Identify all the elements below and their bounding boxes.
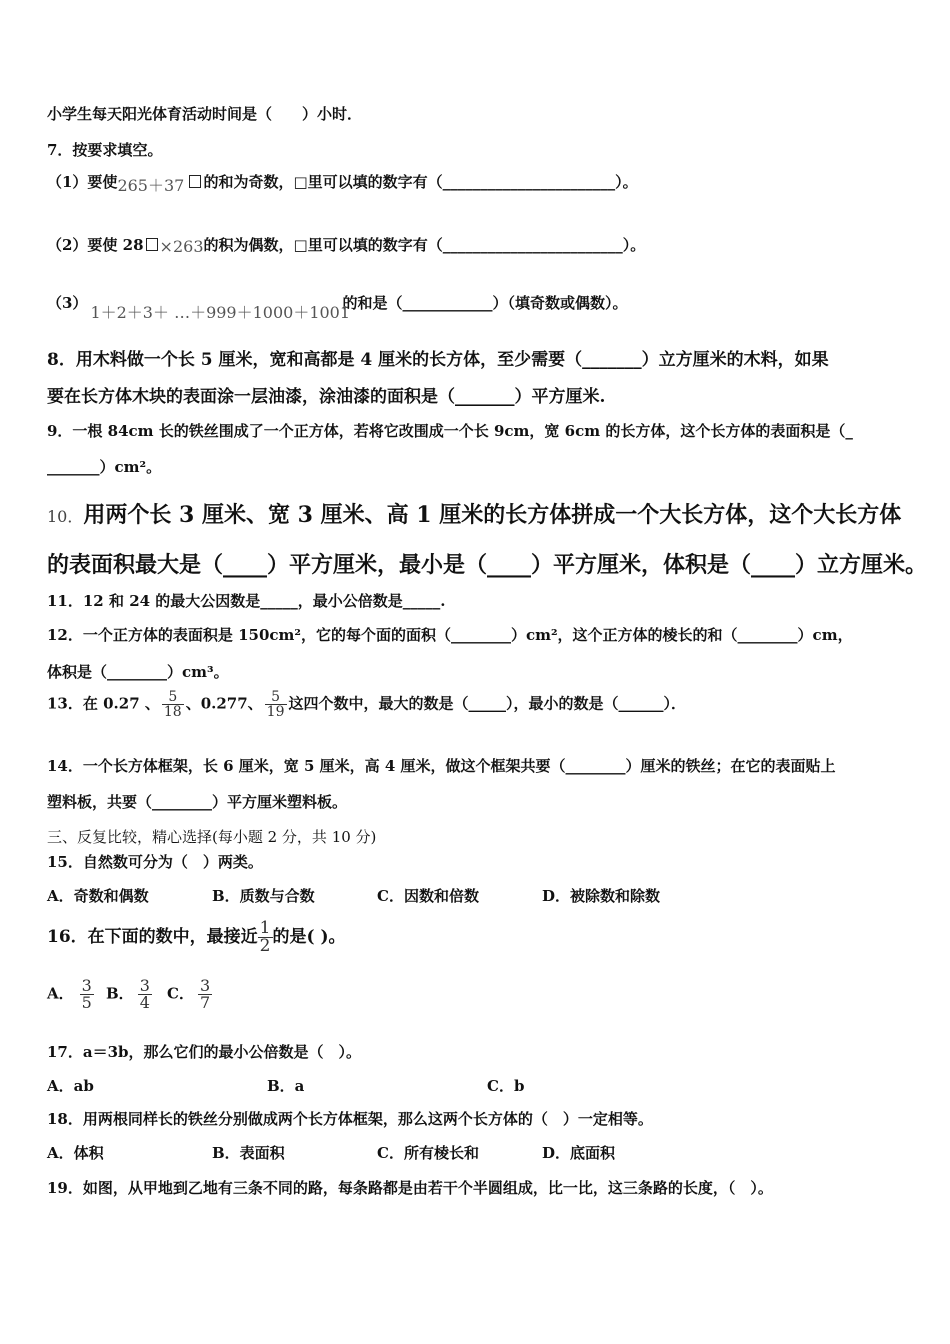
question-10-line-1 bbox=[47, 498, 901, 529]
question-9-line-2: _______）cm²。 bbox=[47, 458, 162, 476]
q10-text-1: 用两个长 3 厘米、宽 3 厘米、高 1 厘米的长方体拼成一个大长方体，这个大长方体 bbox=[83, 502, 902, 528]
q10-number: 10． bbox=[47, 507, 84, 526]
q7-3-math: 1＋2＋3＋ …＋999＋1000＋1001 bbox=[90, 303, 351, 322]
q18-option-b[interactable]: B．表面积 bbox=[212, 1144, 285, 1162]
q15-option-d[interactable]: D．被除数和除数 bbox=[542, 887, 661, 905]
question-8-line-1: 8．用木料做一个长 5 厘米，宽和高都是 4 厘米的长方体，至少需要（_______）立方厘米的木料，如果 bbox=[47, 350, 829, 370]
q18-option-a[interactable]: A．体积 bbox=[47, 1144, 104, 1162]
q7-1-math: 265＋37 bbox=[117, 176, 185, 195]
q7-2-suffix: 的积为偶数，□里可以填的数字有（________________________）。 bbox=[203, 236, 646, 254]
q15-option-b[interactable]: B．质数与合数 bbox=[212, 887, 315, 905]
q15-option-a[interactable]: A．奇数和偶数 bbox=[47, 887, 149, 905]
fraction-denominator: 4 bbox=[139, 993, 150, 1012]
q17-option-b[interactable]: B．a bbox=[267, 1077, 305, 1095]
fraction-numerator: 3 bbox=[199, 976, 211, 995]
option-label: B． bbox=[106, 984, 134, 1003]
fraction-denominator: 18 bbox=[163, 704, 182, 720]
fraction-3-4 bbox=[138, 978, 152, 1011]
box-placeholder-icon bbox=[189, 175, 201, 188]
question-19: 19．如图，从甲地到乙地有三条不同的路，每条路都是由若干个半圆组成，比一比，这三条路的长度，（ ）。 bbox=[47, 1179, 773, 1197]
question-14-line-2: 塑料板，共要（________）平方厘米塑料板。 bbox=[47, 793, 348, 811]
q7-1-suffix: 的和为奇数，□里可以填的数字有（_______________________）。 bbox=[203, 173, 638, 191]
q17-option-c[interactable]: C．b bbox=[487, 1077, 525, 1095]
fill-blank-line-activity-time: 小学生每天阳光体育活动时间是（ ）小时． bbox=[47, 105, 363, 123]
option-label: A． bbox=[47, 984, 74, 1003]
q13-prefix: 13．在 0.27 、 bbox=[47, 694, 160, 713]
question-15: 15．自然数可分为（ ）两类。 bbox=[47, 853, 263, 871]
q7-1-prefix: （1）要使 bbox=[47, 173, 118, 191]
question-16 bbox=[47, 920, 346, 955]
q13-suffix: 这四个数中，最大的数是（_____），最小的数是（______）． bbox=[288, 694, 687, 713]
fraction-numerator: 5 bbox=[265, 690, 287, 705]
q7-3-prefix: （3） bbox=[47, 294, 88, 312]
question-10-line-2: 的表面积最大是（____）平方厘米，最小是（____）平方厘米，体积是（____）立方厘米。 bbox=[47, 552, 928, 578]
q16-prefix: 16．在下面的数中，最接近 bbox=[47, 927, 258, 947]
q7-2-math: ×263 bbox=[159, 237, 204, 256]
q16-option-c[interactable] bbox=[167, 978, 212, 1011]
question-17: 17．a＝3b，那么它们的最小公倍数是（ ）。 bbox=[47, 1043, 362, 1061]
q18-option-c[interactable]: C．所有棱长和 bbox=[377, 1144, 479, 1162]
fraction-denominator: 2 bbox=[259, 936, 271, 956]
question-9-line-1: 9．一根 84cm 长的铁丝围成了一个正方体，若将它改围成一个长 9cm，宽 6cm 的长方体，这个长方体的表面积是（_ bbox=[47, 422, 853, 440]
fraction-denominator: 5 bbox=[81, 993, 92, 1012]
section-3-heading: 三、反复比较，精心选择(每小题 2 分，共 10 分) bbox=[47, 828, 377, 846]
q17-option-a[interactable]: A．ab bbox=[47, 1077, 94, 1095]
fraction-denominator: 7 bbox=[199, 993, 211, 1012]
fraction-numerator: 3 bbox=[81, 976, 92, 995]
q15-option-c[interactable]: C．因数和倍数 bbox=[377, 887, 479, 905]
question-12-line-1: 12．一个正方体的表面积是 150cm²，它的每个面的面积（________）cm²，这个正方体的棱长的和（________）cm， bbox=[47, 626, 853, 644]
q13-middle: 、0.277、 bbox=[185, 694, 263, 713]
fraction-numerator: 5 bbox=[162, 690, 184, 705]
fraction-1-2 bbox=[258, 920, 273, 955]
fraction-3-5 bbox=[80, 978, 94, 1011]
fraction-5-18 bbox=[162, 690, 184, 719]
q18-option-d[interactable]: D．底面积 bbox=[542, 1144, 616, 1162]
q16-option-a[interactable] bbox=[47, 978, 94, 1011]
question-18: 18．用两根同样长的铁丝分别做成两个长方体框架，那么这两个长方体的（ ）一定相等。 bbox=[47, 1110, 653, 1128]
option-label: C． bbox=[167, 984, 194, 1003]
question-11: 11．12 和 24 的最大公因数是_____，最小公倍数是_____. bbox=[47, 592, 446, 610]
question-12-line-2: 体积是（________）cm³。 bbox=[47, 663, 229, 681]
q7-2-prefix: （2）要使 28 bbox=[47, 236, 144, 254]
question-13 bbox=[47, 690, 686, 719]
question-7-part-1 bbox=[47, 171, 638, 195]
fraction-numerator: 1 bbox=[259, 918, 271, 938]
question-14-line-1: 14．一个长方体框架，长 6 厘米，宽 5 厘米，高 4 厘米，做这个框架共要（________）厘米的铁丝；在它的表面贴上 bbox=[47, 757, 836, 775]
q16-suffix: 的是( )。 bbox=[272, 927, 346, 947]
question-7-part-2 bbox=[47, 234, 645, 255]
question-7-part-3 bbox=[47, 292, 628, 322]
box-placeholder-icon bbox=[146, 238, 158, 251]
q7-3-suffix: 的和是（____________）（填奇数或偶数）。 bbox=[342, 294, 628, 312]
question-8-line-2: 要在长方体木块的表面涂一层油漆，涂油漆的面积是（_______）平方厘米. bbox=[47, 387, 606, 407]
q16-option-b[interactable] bbox=[106, 978, 152, 1011]
fraction-numerator: 3 bbox=[139, 976, 150, 995]
question-7-title: 7．按要求填空。 bbox=[47, 141, 163, 159]
fraction-denominator: 19 bbox=[266, 704, 285, 720]
fraction-3-7 bbox=[198, 978, 212, 1011]
fraction-5-19 bbox=[265, 690, 287, 719]
